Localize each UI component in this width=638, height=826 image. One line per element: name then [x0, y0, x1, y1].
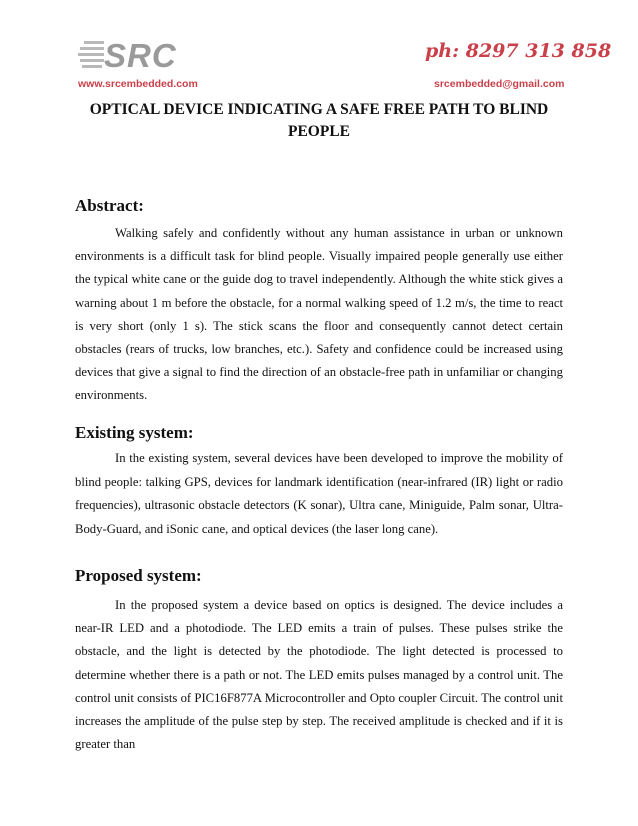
abstract-body: Walking safely and confidently without any human assistance in urban or unknown environments is a difficult task for blind people. Visually impaired people generally use either the typical white cane or the guide dog to travel independently. Although the white stick gives a warning about 1 m before the obstacle, for a normal walking speed of 1.2 m/s, the time to react is very short (only 1 s). The stick scans the floor and consequently cannot detect certain obstacles (rears of trucks, low branches, etc.). Safety and confidence could be increased using devices that give a signal to find the direction of an obstacle-free path in unfamiliar or changing environments. — [75, 226, 563, 403]
src-logo — [78, 38, 178, 74]
existing-system-heading: Existing system: — [75, 423, 194, 442]
logo-text: SRC — [104, 37, 177, 74]
proposed-system-body: In the proposed system a device based on optics is designed. The device includes a near-IR LED and a photodiode. The LED emits a train of pulses. These pulses strike the obstacle, and the light is detected by the photodiode. The light detected is processed to determine whether there is a path or not. The LED emits pulses managed by a control unit. The control unit consists of PIC16F877A Microcontroller and Opto coupler Circuit. The control unit increases the amplitude of the pulse step by step. The received amplitude is checked and if it is greater than — [75, 598, 563, 752]
logo-stripes-icon — [78, 41, 104, 71]
proposed-system-heading: Proposed system: — [75, 566, 202, 585]
abstract-heading: Abstract: — [75, 196, 144, 215]
document-title: OPTICAL DEVICE INDICATING A SAFE FREE PATH TO BLIND PEOPLE — [89, 101, 549, 140]
website-url[interactable]: www.srcembedded.com — [78, 78, 198, 90]
phone-number: ph: 8297 313 858 — [425, 40, 612, 62]
email-address[interactable]: srcembedded@gmail.com — [434, 78, 565, 90]
existing-system-body: In the existing system, several devices have been developed to improve the mobility of blind people: talking GPS, devices for landmark identification (near-infrared (IR) light or radio frequencies), ultrasonic obstacle detectors (K sonar), Ultra cane, Miniguide, Palm sonar, Ultra-Body-Guard, and iSonic cane, and optical devices (the laser long cane). — [75, 451, 563, 536]
page-header — [0, 0, 638, 96]
